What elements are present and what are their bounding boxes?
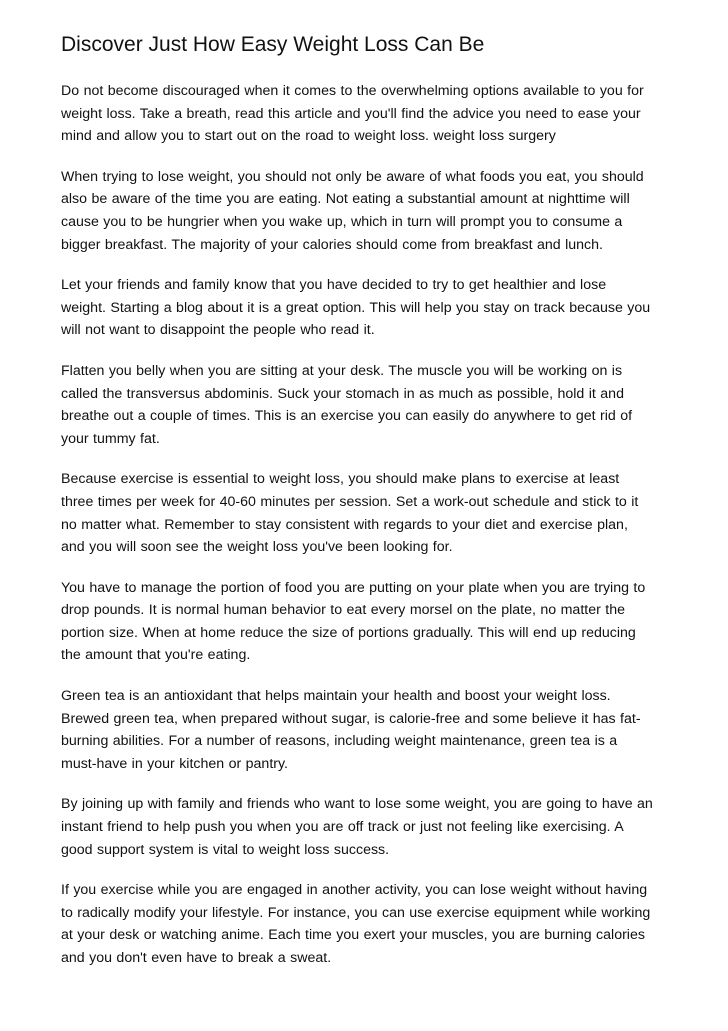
paragraph-line: must-have in your kitchen or pantry. — [61, 755, 288, 772]
paragraph-line: Brewed green tea, when prepared without sugar, is calorie-free and some believe it has fat- — [61, 710, 641, 727]
paragraph-7 — [61, 685, 669, 775]
paragraph-1 — [61, 80, 669, 148]
paragraph-line: breathe out a couple of times. This is an exercise you can easily do anywhere to get rid of — [61, 408, 633, 425]
paragraph-line: instant friend to help push you when you are off track or just not feeling like exercising. A — [61, 819, 624, 836]
paragraph-line: weight loss. Take a breath, read this article and you'll find the advice you need to ease your — [61, 105, 641, 122]
paragraph-line: cause you to be hungrier when you wake up, which in turn will prompt you to consume a — [61, 213, 623, 230]
paragraph-line: Do not become discouraged when it comes to the overwhelming options available to you for — [61, 83, 644, 99]
paragraph-line: When trying to lose weight, you should not only be aware of what foods you eat, you should — [61, 168, 644, 185]
paragraph-line: mind and allow you to start out on the road to weight loss. weight loss surgery — [61, 128, 556, 145]
paragraph-line: your tummy fat. — [61, 430, 160, 447]
paragraph-line: bigger breakfast. The majority of your calories should come from breakfast and lunch. — [61, 236, 603, 253]
paragraph-line: Flatten you belly when you are sitting at your desk. The muscle you will be working on is — [61, 362, 623, 379]
paragraph-line: Green tea is an antioxidant that helps maintain your health and boost your weight loss. — [61, 688, 611, 705]
paragraph-3 — [61, 274, 669, 342]
document-page — [61, 31, 669, 988]
paragraph-line: three times per week for 40-60 minutes per session. Set a work-out schedule and stick to it — [61, 493, 639, 510]
paragraph-line: weight. Starting a blog about it is a great option. This will help you stay on track because you — [61, 299, 651, 316]
paragraph-line: Let your friends and family know that you have decided to try to get healthier and lose — [61, 277, 607, 294]
paragraph-line: By joining up with family and friends who want to lose some weight, you are going to have an — [61, 796, 653, 813]
document-title: Discover Just How Easy Weight Loss Can Be — [61, 33, 485, 56]
paragraph-2 — [61, 166, 669, 256]
paragraph-line: portion size. When at home reduce the size of portions gradually. This will end up reducing — [61, 624, 636, 641]
paragraph-line: to radically modify your lifestyle. For instance, you can use exercise equipment while working — [61, 904, 651, 921]
paragraph-line: the amount that you're eating. — [61, 647, 251, 664]
paragraph-9 — [61, 879, 669, 969]
paragraph-line: at your desk or watching anime. Each time you exert your muscles, you are burning calories — [61, 927, 645, 944]
paragraph-4 — [61, 360, 669, 450]
paragraph-line: and you don't even have to break a sweat. — [61, 950, 332, 966]
paragraph-line: You have to manage the portion of food you are putting on your plate when you are trying to — [61, 579, 646, 596]
paragraph-line: drop pounds. It is normal human behavior to eat every morsel on the plate, no matter the — [61, 602, 625, 619]
document-body — [61, 80, 669, 970]
paragraph-5 — [61, 468, 669, 558]
paragraph-8 — [61, 793, 669, 861]
paragraph-6 — [61, 577, 669, 667]
paragraph-line: If you exercise while you are engaged in another activity, you can lose weight without having — [61, 882, 648, 899]
paragraph-line: no matter what. Remember to stay consistent with regards to your diet and exercise plan, — [61, 516, 628, 533]
paragraph-line: called the transversus abdominis. Suck your stomach in as much as possible, hold it and — [61, 385, 624, 402]
paragraph-line: and you will soon see the weight loss you've been looking for. — [61, 539, 453, 556]
paragraph-line: Because exercise is essential to weight loss, you should make plans to exercise at least — [61, 471, 620, 488]
paragraph-line: will not want to disappoint the people who read it. — [61, 322, 375, 339]
paragraph-line: good support system is vital to weight loss success. — [61, 841, 390, 858]
paragraph-line: also be aware of the time you are eating. Not eating a substantial amount at nighttime will — [61, 191, 630, 208]
paragraph-line: burning abilities. For a number of reasons, including weight maintenance, green tea is a — [61, 733, 618, 750]
